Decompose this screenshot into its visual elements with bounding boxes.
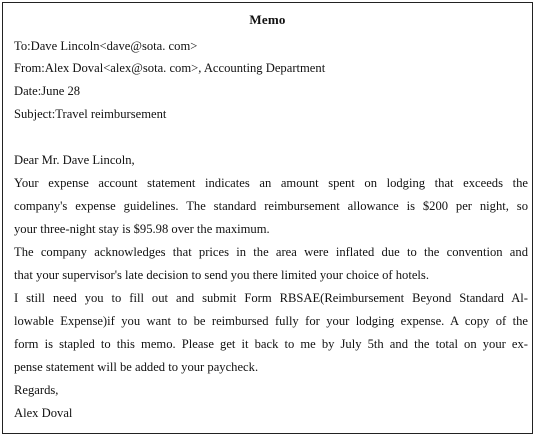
memo-body-line: I still need you to fill out and submit Form RBSAE(Reimbursement Beyond Standard Al-: [14, 291, 528, 305]
memo-title: Memo: [249, 12, 286, 27]
memo-to-line: To:Dave Lincoln<dave@sota. com>: [14, 39, 198, 53]
memo-body-line: company's expense guidelines. The standard reimbursement allowance is $200 per night, so: [14, 199, 528, 213]
memo-signature: Alex Doval: [14, 406, 73, 420]
memo-salutation: Dear Mr. Dave Lincoln,: [14, 153, 135, 167]
memo-document: [2, 2, 533, 434]
memo-body-line: form is stapled to this memo. Please get it back to me by July 5th and the total on your ex-: [14, 337, 528, 351]
memo-subject-line: Subject:Travel reimbursement: [14, 107, 167, 121]
memo-body-line: lowable Expense)if you want to be reimbursed fully for your lodging expense. A copy of the: [14, 314, 528, 328]
memo-date-line: Date:June 28: [14, 84, 81, 98]
memo-body-line: Your expense account statement indicates an amount spent on lodging that exceeds the: [14, 176, 528, 190]
memo-from-line: From:Alex Doval<alex@sota. com>, Accounting Department: [14, 61, 326, 75]
memo-body-line: your three-night stay is $95.98 over the maximum.: [14, 222, 270, 236]
memo-body-line: The company acknowledges that prices in the area were inflated due to the convention and: [14, 245, 528, 259]
memo-body-line: that your supervisor's late decision to send you there limited your choice of hotels.: [14, 268, 429, 282]
memo-closing: Regards,: [14, 383, 59, 397]
memo-body-line: pense statement will be added to your paycheck.: [14, 360, 259, 374]
